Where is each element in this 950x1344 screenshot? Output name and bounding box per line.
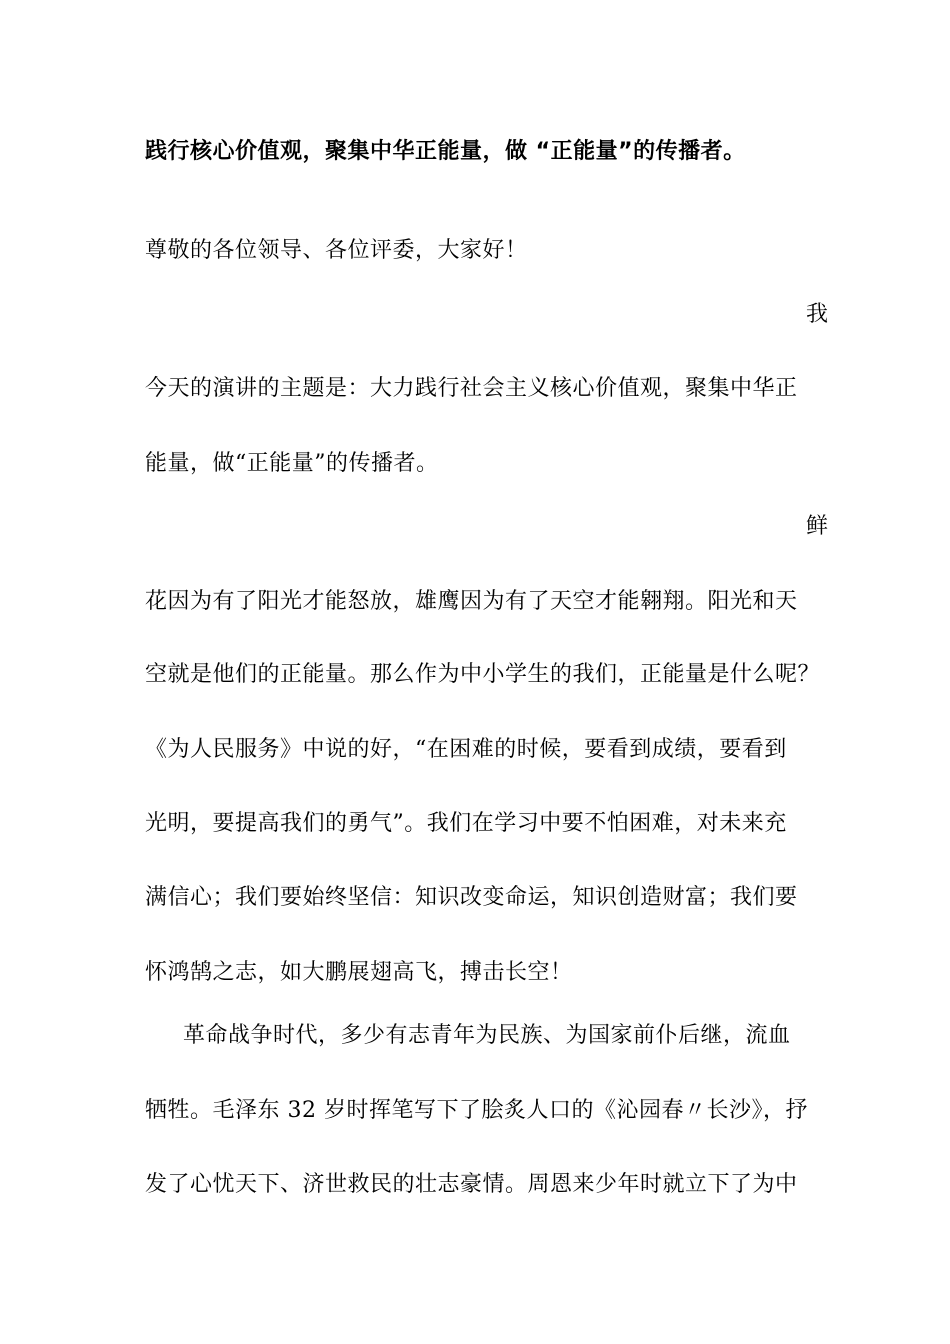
text-line: 发了心忧天下、济世救民的壮志豪情。周恩来少年时就立下了为中 <box>145 1172 798 1197</box>
text-line: 今天的演讲的主题是：大力践行社会主义核心价值观，聚集中华正 <box>145 376 798 401</box>
text-line: 满信心；我们要始终坚信：知识改变命运，知识创造财富；我们要 <box>145 885 798 910</box>
paragraph-start-char: 鲜 <box>805 514 828 539</box>
text-line: 能量，做“正能量”的传播者。 <box>145 451 439 476</box>
paragraph-start-char: 我 <box>805 302 828 327</box>
text-line: 牺牲。毛泽东 32 岁时挥笔写下了脍炙人口的《沁园春〃长沙》，抒 <box>145 1098 808 1123</box>
greeting-line: 尊敬的各位领导、各位评委，大家好！ <box>145 238 528 263</box>
text-line: 空就是他们的正能量。那么作为中小学生的我们，正能量是什么呢？ <box>145 662 821 687</box>
text-line: 光明，要提高我们的勇气”。我们在学习中要不怕困难，对未来充 <box>145 811 787 836</box>
document-title: 践行核心价值观，聚集中华正能量，做 “正能量”的传播者。 <box>145 139 746 164</box>
text-line: 怀鸿鹄之志，如大鹏展翅高飞，搏击长空！ <box>145 960 573 985</box>
text-line: 花因为有了阳光才能怒放，雄鹰因为有了天空才能翱翔。阳光和天 <box>145 589 798 614</box>
paragraph-first-line: 革命战争时代，多少有志青年为民族、为国家前仆后继，流血 <box>183 1023 791 1048</box>
text-line: 《为人民服务》中说的好，“在困难的时候，要看到成绩，要看到 <box>145 737 787 762</box>
